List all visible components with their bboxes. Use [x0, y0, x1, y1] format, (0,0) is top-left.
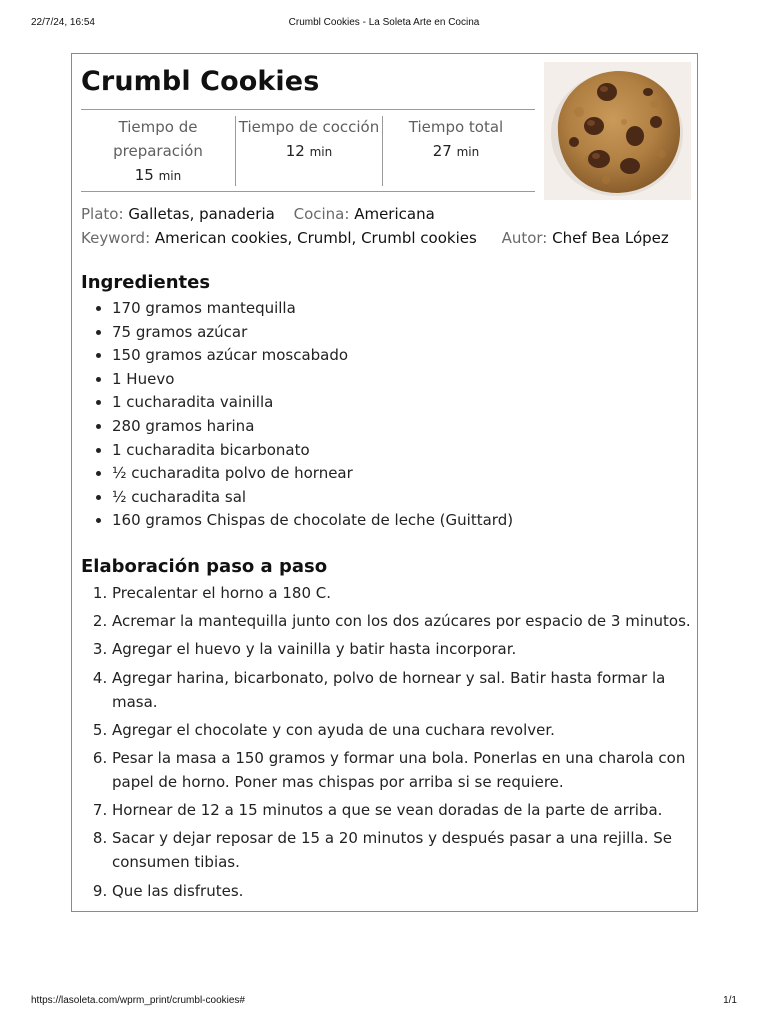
recipe-title: Crumbl Cookies	[81, 66, 320, 97]
cook-time-value: 12	[285, 142, 305, 160]
cook-time-label: Tiempo de cocción	[238, 118, 380, 136]
step-item: 4. Agregar harina, bicarbonato, polvo de hornear y sal. Batir hasta formar la masa.	[112, 666, 712, 714]
ingredient-item: • ½ cucharadita sal	[112, 486, 513, 510]
cook-time	[236, 115, 382, 185]
autor-value: Chef Bea López	[552, 229, 669, 247]
ingredient-item: • 280 gramos harina	[112, 415, 513, 439]
step-item: 7. Hornear de 12 a 15 minutos a que se vean doradas de la parte de arriba.	[112, 798, 712, 822]
meta-row-1	[81, 202, 435, 226]
step-item: 3. Agregar el huevo y la vainilla y batir hasta incorporar.	[112, 637, 712, 661]
plato-label: Plato:	[81, 205, 124, 223]
prep-time-value: 15	[134, 166, 154, 184]
steps-heading: Elaboración paso a paso	[81, 556, 328, 577]
prep-time	[81, 115, 235, 185]
ingredient-item: • ½ cucharadita polvo de hornear	[112, 462, 513, 486]
prep-time-unit: min	[158, 169, 182, 183]
cocina-label: Cocina:	[293, 205, 350, 223]
ingredient-item: • 1 cucharadita bicarbonato	[112, 439, 513, 463]
cookie-image	[544, 62, 691, 200]
step-item: 5. Agregar el chocolate y con ayuda de una cuchara revolver.	[112, 718, 712, 742]
prep-time-label: Tiempo de preparación	[113, 118, 203, 160]
step-item: 8. Sacar y dejar reposar de 15 a 20 minutos y después pasar a una rejilla. Se consumen tibias.	[112, 826, 712, 874]
total-time-label: Tiempo total	[408, 118, 504, 136]
step-item: 2. Acremar la mantequilla junto con los dos azúcares por espacio de 3 minutos.	[112, 609, 712, 633]
keyword-value: American cookies, Crumbl, Crumbl cookies	[154, 229, 477, 247]
ingredient-item: • 160 gramos Chispas de chocolate de leche (Guittard)	[112, 509, 513, 533]
total-time-unit: min	[456, 145, 480, 159]
print-url[interactable]: https://lasoleta.com/wprm_print/crumbl-cookies#	[31, 995, 245, 1006]
print-footer	[0, 994, 768, 1010]
page-number: 1/1	[723, 995, 737, 1006]
ingredient-item: • 1 Huevo	[112, 368, 513, 392]
autor-label: Autor:	[501, 229, 548, 247]
cocina-value: Americana	[354, 205, 435, 223]
total-time	[383, 115, 529, 185]
plato-value: Galletas, panaderia	[128, 205, 275, 223]
steps-list	[81, 581, 712, 907]
recipe-times	[81, 110, 535, 188]
cook-time-unit: min	[309, 145, 333, 159]
keyword-label: Keyword:	[81, 229, 151, 247]
ingredient-item: • 150 gramos azúcar moscabado	[112, 344, 513, 368]
step-item: 1. Precalentar el horno a 180 C.	[112, 581, 712, 605]
step-item: 9. Que las disfrutes.	[112, 879, 712, 903]
ingredient-item: • 1 cucharadita vainilla	[112, 391, 513, 415]
ingredients-heading: Ingredientes	[81, 272, 211, 293]
times-divider	[81, 191, 535, 192]
total-time-value: 27	[432, 142, 452, 160]
print-datetime: 22/7/24, 16:54	[31, 17, 95, 28]
ingredient-item: • 75 gramos azúcar	[112, 321, 513, 345]
ingredients-list	[81, 297, 513, 533]
step-item: 6. Pesar la masa a 150 gramos y formar una bola. Ponerlas en una charola con papel de horno. Poner mas chispas por arriba si se requiere.	[112, 746, 712, 794]
print-header	[0, 14, 768, 32]
meta-row-2	[81, 226, 669, 250]
recipe-photo	[544, 62, 691, 200]
ingredient-item: • 170 gramos mantequilla	[112, 297, 513, 321]
recipe-card	[71, 53, 698, 912]
print-page-title: Crumbl Cookies - La Soleta Arte en Cocina	[288, 17, 480, 28]
